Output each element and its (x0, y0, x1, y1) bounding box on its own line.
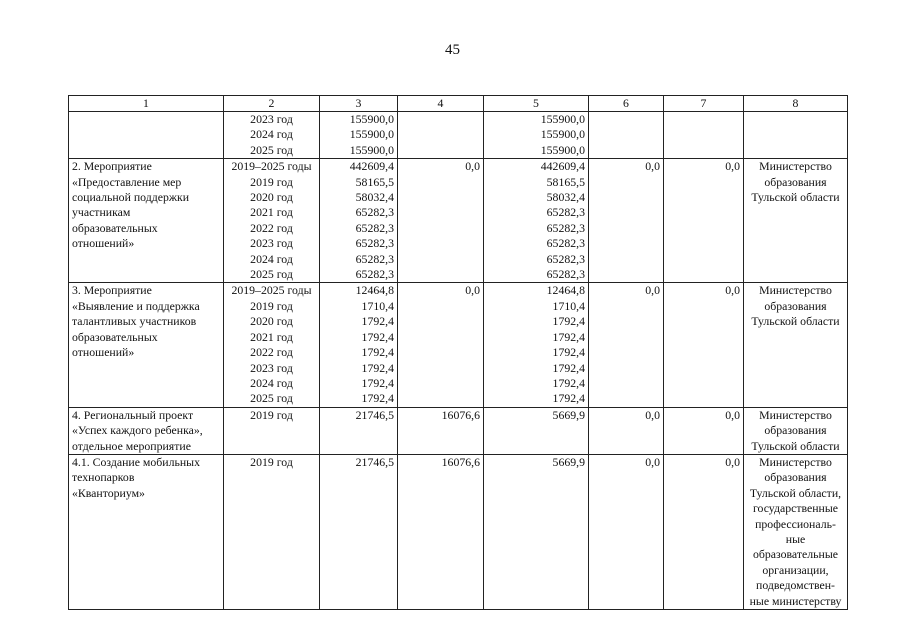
cell-line: 5669,9 (552, 407, 585, 422)
period-cell (224, 159, 320, 283)
cell-line: 4. Региональный проект (72, 407, 194, 422)
extrabudgetary-cell (664, 283, 744, 407)
cell-line: 5669,9 (552, 454, 585, 469)
cell-line: 65282,3 (546, 236, 585, 251)
cell-line: 2023 год (250, 236, 293, 251)
cell-line: отношений» (72, 345, 135, 360)
cell-line: организации, (762, 562, 829, 577)
column-header: 7 (664, 96, 744, 112)
cell-line: 1792,4 (552, 375, 585, 390)
local-budget-cell (589, 407, 664, 454)
cell-line: 21746,5 (355, 454, 394, 469)
column-header: 3 (320, 96, 398, 112)
federal-budget-cell (398, 112, 484, 159)
executor-cell (744, 159, 848, 283)
cell-line: 1792,4 (552, 391, 585, 406)
period-cell (224, 454, 320, 609)
period-cell (224, 112, 320, 159)
cell-line: 2023 год (250, 360, 293, 375)
cell-line: 0,0 (465, 159, 480, 174)
cell-line: 155900,0 (349, 127, 394, 142)
cell-line: государственные (752, 501, 839, 516)
cell-line: 2019 год (250, 454, 293, 469)
cell-line: 2020 год (250, 314, 293, 329)
cell-line: ные (785, 531, 806, 546)
cell-line: 2025 год (250, 267, 293, 282)
cell-line: Тульской области, (749, 485, 842, 500)
federal-budget-cell (398, 283, 484, 407)
cell-line: «Кванториум» (72, 485, 145, 500)
cell-line: 1792,4 (361, 329, 394, 344)
table-row (69, 407, 848, 454)
extrabudgetary-cell (664, 407, 744, 454)
cell-line: 1792,4 (361, 345, 394, 360)
regional-budget-cell (484, 454, 589, 609)
cell-line: 0,0 (725, 159, 740, 174)
cell-line: 21746,5 (355, 407, 394, 422)
cell-line: 2024 год (250, 375, 293, 390)
budget-table (68, 95, 848, 610)
cell-line: подведомствен- (756, 578, 835, 593)
cell-line: Министерство (759, 283, 832, 298)
cell-line: Министерство (759, 407, 832, 422)
cell-line: Тульской области (751, 314, 840, 329)
cell-line: 1710,4 (361, 298, 394, 313)
cell-line: 2021 год (250, 205, 293, 220)
cell-line: 2019 год (250, 407, 293, 422)
cell-line: образования (764, 174, 827, 189)
cell-line: 442609,4 (349, 159, 394, 174)
table-row (69, 283, 848, 407)
federal-budget-cell (398, 159, 484, 283)
cell-line: «Предоставление мер (72, 174, 182, 189)
federal-budget-cell (398, 454, 484, 609)
cell-line: 0,0 (725, 454, 740, 469)
total-amount-cell (320, 112, 398, 159)
cell-line: 1792,4 (361, 314, 394, 329)
cell-line: 65282,3 (355, 205, 394, 220)
cell-line: 0,0 (725, 407, 740, 422)
regional-budget-cell (484, 112, 589, 159)
table-body (69, 112, 848, 610)
extrabudgetary-cell (664, 112, 744, 159)
cell-line: 2019 год (250, 174, 293, 189)
total-amount-cell (320, 159, 398, 283)
cell-line: 0,0 (645, 159, 660, 174)
cell-line: 16076,6 (441, 454, 480, 469)
cell-line: социальной поддержки (72, 190, 190, 205)
extrabudgetary-cell (664, 159, 744, 283)
cell-line: 65282,3 (546, 205, 585, 220)
cell-line: 2021 год (250, 329, 293, 344)
total-amount-cell (320, 454, 398, 609)
cell-line: 2023 год (250, 112, 293, 126)
cell-line: отдельное мероприятие (72, 438, 191, 453)
cell-line: технопарков (72, 470, 135, 485)
cell-line: 155900,0 (349, 142, 394, 157)
cell-line: 442609,4 (540, 159, 585, 174)
cell-line: 1792,4 (361, 391, 394, 406)
cell-line: 65282,3 (546, 220, 585, 235)
cell-line: 155900,0 (540, 127, 585, 142)
cell-line: 2019–2025 годы (231, 283, 312, 298)
cell-line: 155900,0 (349, 112, 394, 126)
local-budget-cell (589, 454, 664, 609)
cell-line: образования (764, 470, 827, 485)
cell-line: 2025 год (250, 142, 293, 157)
cell-line: ные министерству (749, 593, 842, 608)
column-header: 4 (398, 96, 484, 112)
cell-line: 1792,4 (361, 375, 394, 390)
cell-line: 1792,4 (552, 360, 585, 375)
cell-line: образовательных (72, 329, 158, 344)
cell-line: образовательных (72, 220, 158, 235)
cell-line: образовательные (752, 547, 838, 562)
cell-line: 1792,4 (552, 314, 585, 329)
cell-line: 4.1. Создание мобильных (72, 454, 200, 469)
cell-line: Тульской области (751, 190, 840, 205)
cell-line: талантливых участников (72, 314, 197, 329)
total-amount-cell (320, 407, 398, 454)
cell-line: Министерство (759, 454, 832, 469)
column-header: 1 (69, 96, 224, 112)
table-row (69, 112, 848, 159)
cell-line: 65282,3 (355, 267, 394, 282)
cell-line: 16076,6 (441, 407, 480, 422)
local-budget-cell (589, 159, 664, 283)
page-number: 45 (445, 42, 460, 58)
cell-line: 0,0 (725, 283, 740, 298)
executor-cell (744, 407, 848, 454)
cell-line: отношений» (72, 236, 135, 251)
cell-line: 0,0 (645, 407, 660, 422)
period-cell (224, 283, 320, 407)
cell-line: 58032,4 (355, 190, 394, 205)
cell-line: «Выявление и поддержка (72, 298, 200, 313)
table-row (69, 159, 848, 283)
activity-name-cell (69, 112, 224, 159)
executor-cell (744, 112, 848, 159)
cell-line: 2024 год (250, 251, 293, 266)
cell-line: 2024 год (250, 127, 293, 142)
cell-line: 155900,0 (540, 112, 585, 126)
activity-name-cell (69, 283, 224, 407)
cell-line: 0,0 (645, 283, 660, 298)
cell-line: профессиональ- (755, 516, 836, 531)
executor-cell (744, 454, 848, 609)
cell-line: Тульской области (751, 438, 840, 453)
period-cell (224, 407, 320, 454)
cell-line: 1792,4 (552, 329, 585, 344)
total-amount-cell (320, 283, 398, 407)
cell-line: «Успех каждого ребенка», (72, 423, 203, 438)
regional-budget-cell (484, 283, 589, 407)
cell-line: 2020 год (250, 190, 293, 205)
column-header: 2 (224, 96, 320, 112)
cell-line: участникам (72, 205, 131, 220)
cell-line: 0,0 (645, 454, 660, 469)
cell-line: 1792,4 (361, 360, 394, 375)
cell-line: 58165,5 (355, 174, 394, 189)
cell-line: 3. Мероприятие (72, 283, 152, 298)
cell-line: 2025 год (250, 391, 293, 406)
cell-line: 155900,0 (540, 142, 585, 157)
table-row (69, 454, 848, 609)
column-header: 8 (744, 96, 848, 112)
cell-line: 65282,3 (546, 267, 585, 282)
cell-line: 2. Мероприятие (72, 159, 152, 174)
activity-name-cell (69, 454, 224, 609)
cell-line: 2022 год (250, 220, 293, 235)
executor-cell (744, 283, 848, 407)
column-header: 5 (484, 96, 589, 112)
cell-line: образования (764, 298, 827, 313)
cell-line: 1792,4 (552, 345, 585, 360)
cell-line: 2019–2025 годы (231, 159, 312, 174)
cell-line: Министерство (759, 159, 832, 174)
cell-line: 1710,4 (552, 298, 585, 313)
local-budget-cell (589, 283, 664, 407)
cell-line: 65282,3 (355, 220, 394, 235)
activity-name-cell (69, 407, 224, 454)
cell-line: 65282,3 (546, 251, 585, 266)
activity-name-cell (69, 159, 224, 283)
column-header: 6 (589, 96, 664, 112)
regional-budget-cell (484, 159, 589, 283)
regional-budget-cell (484, 407, 589, 454)
cell-line: 65282,3 (355, 236, 394, 251)
table-header-row (69, 96, 848, 112)
local-budget-cell (589, 112, 664, 159)
extrabudgetary-cell (664, 454, 744, 609)
cell-line: 58165,5 (546, 174, 585, 189)
cell-line: 58032,4 (546, 190, 585, 205)
cell-line: 0,0 (465, 283, 480, 298)
cell-line: 12464,8 (546, 283, 585, 298)
cell-line: 2019 год (250, 298, 293, 313)
cell-line: образования (764, 423, 827, 438)
cell-line: 2022 год (250, 345, 293, 360)
federal-budget-cell (398, 407, 484, 454)
cell-line: 65282,3 (355, 251, 394, 266)
cell-line: 12464,8 (355, 283, 394, 298)
